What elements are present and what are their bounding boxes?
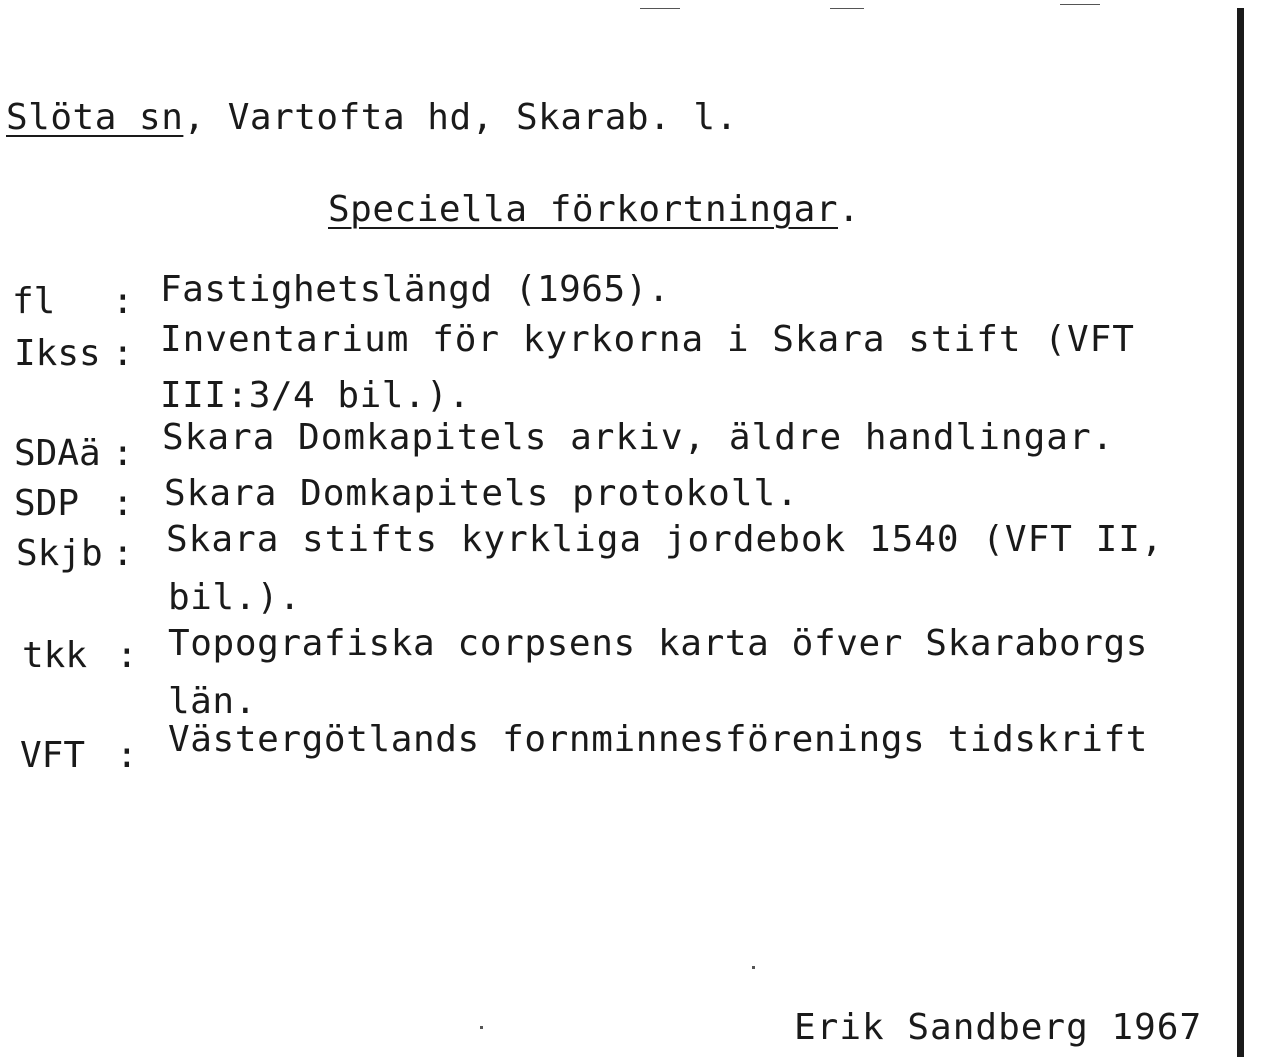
entry-abbr-fl: fl: [12, 281, 56, 322]
entry-abbr-vft: VFT: [20, 735, 86, 776]
signature: Erik Sandberg 1967: [794, 1007, 1203, 1048]
entry-text: Skara Domkapitels arkiv, äldre handlingar.: [162, 417, 1115, 458]
entry-text: Västergötlands fornminnesförenings tidskrift: [168, 719, 1149, 760]
entry-text: Skara stifts kyrkliga jordebok 1540 (VFT II,: [166, 519, 1164, 560]
entry-abbr-tkk: tkk: [22, 635, 88, 676]
scan-speck: [480, 1026, 483, 1029]
scan-speck: [640, 8, 680, 9]
scan-speck: [830, 8, 864, 9]
entry-abbr-sdaa: SDAä: [14, 433, 101, 474]
card-edge-line: [1237, 8, 1244, 1057]
entry-sep: :: [112, 433, 134, 474]
entry-sep: :: [112, 281, 134, 322]
entry-sep: :: [116, 735, 138, 776]
section-title: Speciella förkortningar.: [328, 189, 861, 230]
entry-sep: :: [112, 333, 134, 374]
entry-text: Topografiska corpsens karta öfver Skaraborgs: [168, 623, 1149, 664]
entry-text: Fastighetslängd (1965).: [160, 269, 670, 310]
parish-name: Slöta sn: [6, 97, 184, 138]
entry-abbr-sdp: SDP: [14, 483, 80, 524]
scan-speck: [752, 966, 755, 969]
scan-speck: [1060, 4, 1100, 5]
entry-abbr-ikss: Ikss: [14, 333, 101, 374]
section-title-text: Speciella förkortningar: [328, 189, 838, 230]
entry-sep: :: [112, 533, 134, 574]
entry-text-continued: III:3/4 bil.).: [160, 375, 471, 416]
header-line: [6, 97, 738, 138]
header-location: , Vartofta hd, Skarab. l.: [183, 97, 738, 138]
entry-text: Inventarium för kyrkorna i Skara stift (VFT: [160, 319, 1135, 360]
entry-sep: :: [112, 483, 134, 524]
entry-text: Skara Domkapitels protokoll.: [164, 473, 799, 514]
entry-sep: :: [116, 635, 138, 676]
entry-abbr-skjb: Skjb: [16, 533, 103, 574]
entry-text-continued: bil.).: [168, 577, 302, 618]
entry-text-continued: län.: [168, 681, 257, 722]
